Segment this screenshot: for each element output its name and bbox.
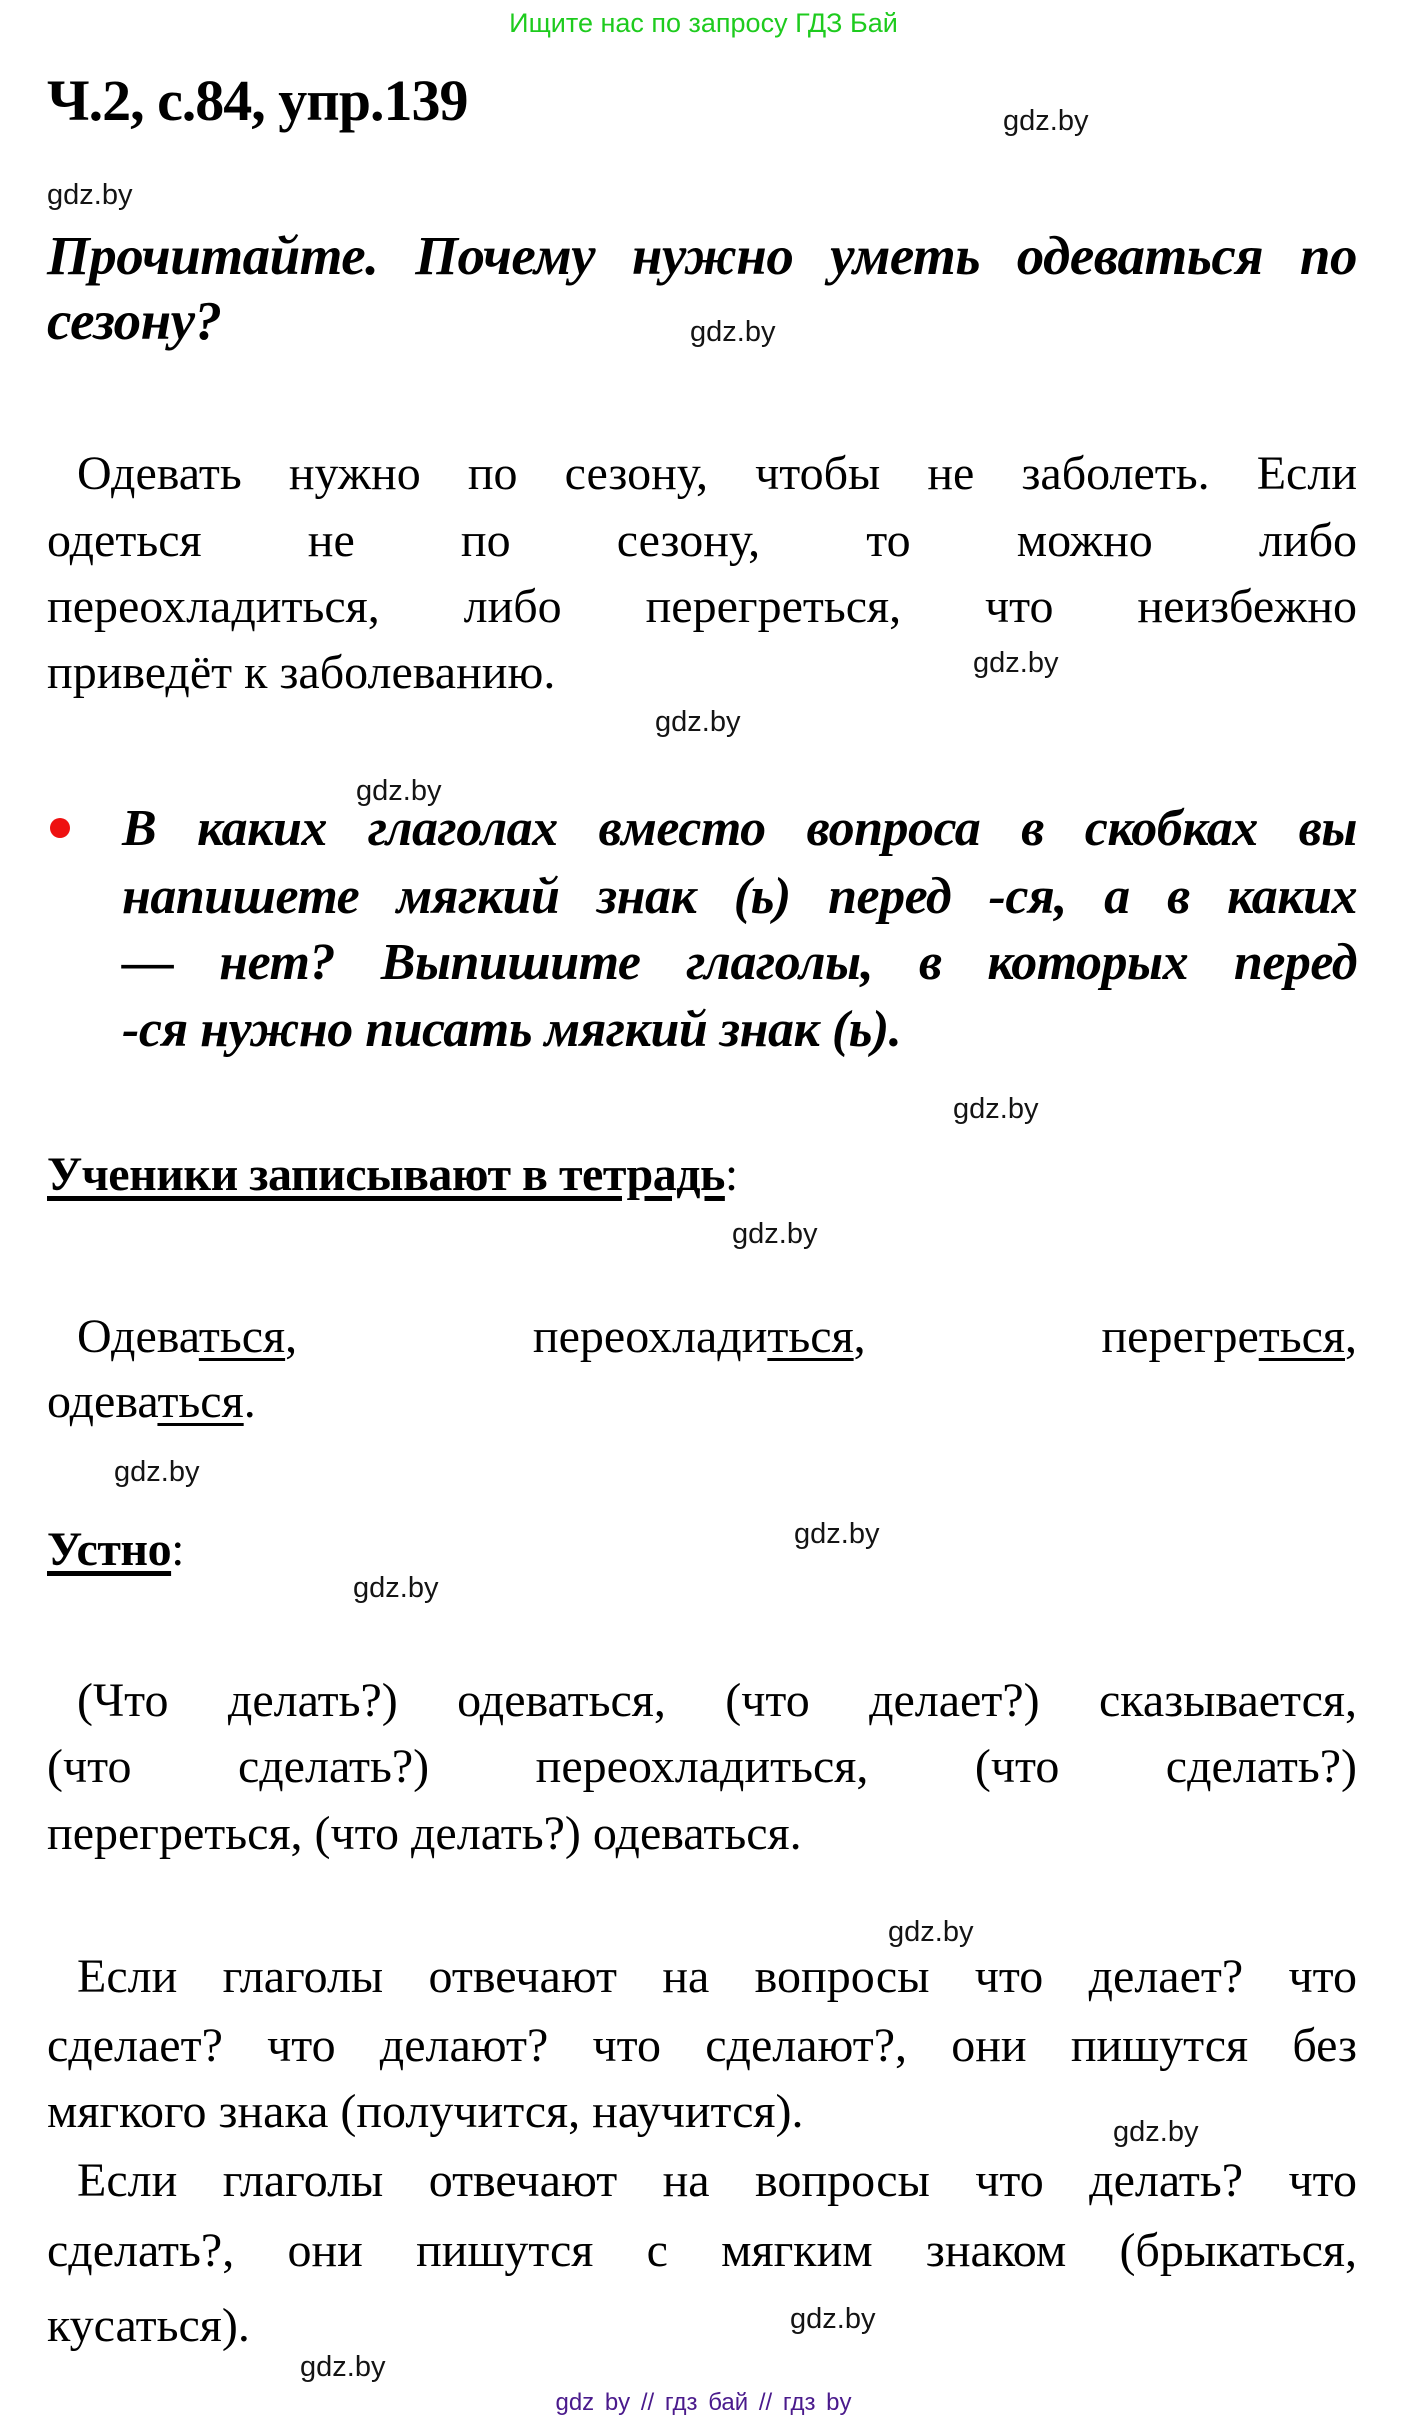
- task-question-line: Прочитайте. Почему нужно уметь одеваться по: [47, 225, 1357, 286]
- oral-line: (что сделать?) переохладиться, (что сделать?): [47, 1740, 1357, 1793]
- verb-word: одеваться.: [47, 1375, 256, 1428]
- search-hint-banner: Ищите нас по запросу ГДЗ Бай: [509, 8, 898, 38]
- heading-colon: :: [724, 1148, 738, 1201]
- paragraph-line: одеться не по сезону, то можно либо: [47, 514, 1357, 567]
- bullet-task-line: — нет? Выпишите глаголы, в которых перед: [122, 934, 1357, 991]
- verb-ending-underlined: ться: [1258, 1310, 1345, 1363]
- footer-links: gdz by // гдз бай // гдз by: [555, 2389, 852, 2416]
- watermark: gdz.by: [655, 706, 741, 738]
- notebook-words-line: [47, 1372, 1357, 1432]
- notebook-words-line: [77, 1307, 1357, 1367]
- watermark: gdz.by: [888, 1916, 974, 1948]
- rule-line: мягкого знака (получится, научится).: [47, 2085, 804, 2138]
- page-title: Ч.2, с.84, упр.139: [47, 68, 468, 133]
- section-heading-text: Ученики записывают в тетрадь: [47, 1148, 725, 1201]
- task-question-line: сезону?: [47, 290, 222, 351]
- rule-line: Если глаголы отвечают на вопросы что делает? что: [77, 1950, 1357, 2003]
- watermark: gdz.by: [1113, 2116, 1199, 2148]
- watermark: gdz.by: [973, 647, 1059, 679]
- section-heading-text: Устно: [47, 1523, 172, 1576]
- rule-line: сделать?, они пишутся с мягким знаком (брыкаться,: [47, 2224, 1357, 2277]
- watermark: gdz.by: [47, 179, 133, 211]
- verb-word: перегреться,: [1101, 1310, 1357, 1363]
- verb-ending-underlined: ться: [767, 1310, 854, 1363]
- watermark: gdz.by: [356, 775, 442, 807]
- watermark: gdz.by: [353, 1572, 439, 1604]
- watermark: gdz.by: [300, 2351, 386, 2383]
- watermark: gdz.by: [1003, 105, 1089, 137]
- verb-ending-underlined: ться: [157, 1375, 244, 1428]
- paragraph-line: Одевать нужно по сезону, чтобы не заболеть. Если: [77, 447, 1357, 500]
- verb-ending-underlined: ться: [198, 1310, 286, 1363]
- section-heading-notebook: [47, 1145, 1357, 1205]
- watermark: gdz.by: [732, 1218, 818, 1250]
- bullet-task-line: напишете мягкий знак (ь) перед -ся, а в каких: [122, 868, 1357, 925]
- verb-word: переохладиться,: [532, 1310, 866, 1363]
- oral-line: (Что делать?) одеваться, (что делает?) сказывается,: [77, 1674, 1357, 1727]
- bullet-task-line: -ся нужно писать мягкий знак (ь).: [122, 1001, 902, 1058]
- watermark: gdz.by: [953, 1093, 1039, 1125]
- heading-colon: :: [171, 1523, 184, 1576]
- rule-line: Если глаголы отвечают на вопросы что делать? что: [77, 2154, 1357, 2207]
- watermark: gdz.by: [794, 1518, 880, 1550]
- watermark: gdz.by: [690, 316, 776, 348]
- watermark: gdz.by: [114, 1456, 200, 1488]
- section-heading-oral: [47, 1520, 1357, 1580]
- paragraph-line: приведёт к заболеванию.: [47, 646, 556, 699]
- rule-line: сделает? что делают? что сделают?, они пишутся без: [47, 2019, 1357, 2072]
- bullet-dot-icon: [50, 818, 70, 838]
- oral-line: перегреться, (что делать?) одеваться.: [47, 1807, 802, 1860]
- watermark: gdz.by: [790, 2303, 876, 2335]
- verb-word: Одеваться,: [77, 1310, 298, 1363]
- rule-line: кусаться).: [47, 2299, 250, 2352]
- bullet-task-line: В каких глаголах вместо вопроса в скобках вы: [122, 800, 1357, 857]
- paragraph-line: переохладиться, либо перегреться, что неизбежно: [47, 580, 1357, 633]
